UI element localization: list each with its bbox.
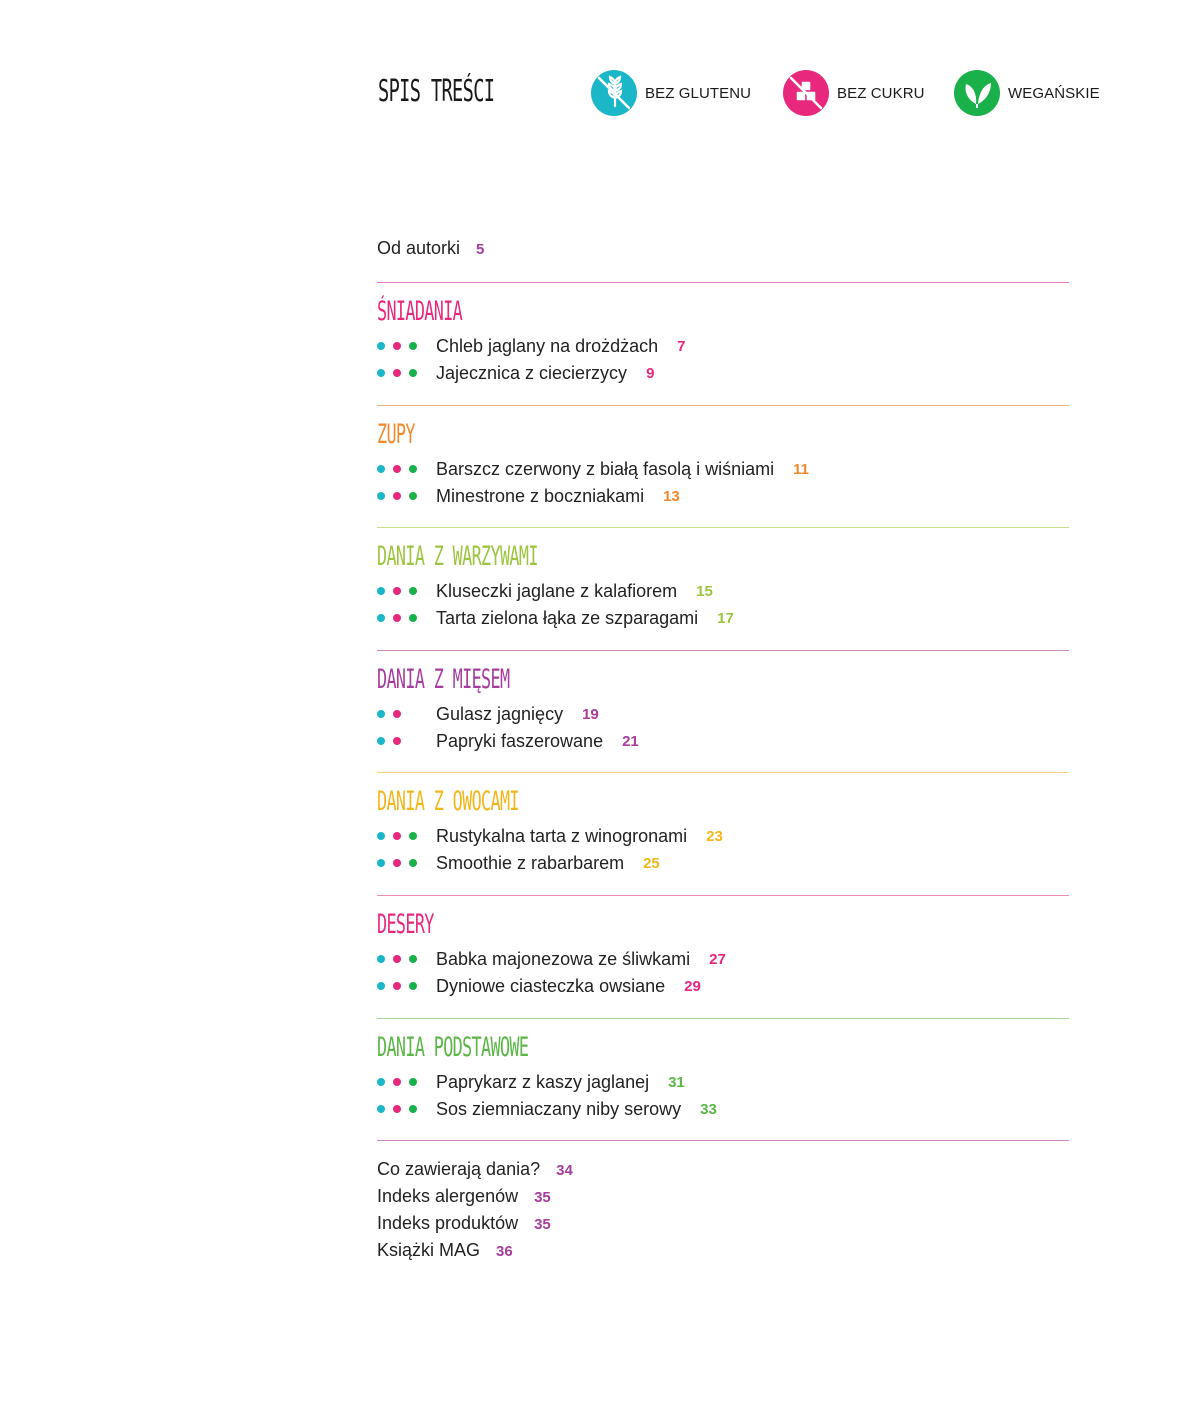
toc-recipe-entry[interactable] [377,975,701,997]
section-divider [377,772,1069,773]
section-title: ŚNIADANIA [377,296,463,327]
sugar-free-dot [393,1105,401,1113]
entry-label: Indeks produktów [377,1213,519,1233]
toc-entry-appendix[interactable] [377,1213,551,1234]
section-divider [377,405,1069,406]
diet-dots [377,859,436,867]
legend-label: WEGAŃSKIE [1008,84,1100,102]
legend-vegan [954,70,1100,116]
legend-label: BEZ CUKRU [837,84,925,102]
entry-label: Indeks alergenów [377,1186,519,1206]
diet-dots [377,710,436,718]
page-number: 31 [668,1073,685,1091]
sugar-free-dot [393,1078,401,1086]
page-number: 9 [646,364,655,382]
toc-entry-appendix[interactable] [377,1159,573,1180]
gluten-free-dot [377,465,385,473]
section-title: DANIA PODSTAWOWE [377,1032,529,1063]
diet-dots [377,1105,436,1113]
page-title: SPIS TREŚCI [378,74,495,109]
gluten-free-dot [377,342,385,350]
section-divider [377,650,1069,651]
entry-label: Co zawierają dania? [377,1159,541,1179]
sugar-free-dot [393,982,401,990]
page-number: 13 [663,487,680,505]
leaf-sprout-icon [954,70,1000,116]
diet-dots [377,1078,436,1086]
vegan-dot [409,369,417,377]
toc-recipe-entry[interactable] [377,703,599,725]
toc-recipe-entry[interactable] [377,852,660,874]
diet-dots [377,587,436,595]
gluten-free-dot [377,710,385,718]
entry-label: Książki MAG [377,1240,481,1260]
gluten-free-dot [377,737,385,745]
gluten-free-dot [377,614,385,622]
legend-gluten-free [591,70,751,116]
page-number: 23 [706,827,723,845]
recipe-name: Paprykarz z kaszy jaglanej [436,1071,650,1092]
section-title: DANIA Z OWOCAMI [377,786,519,817]
sugar-free-dot [393,710,401,718]
page-number: 33 [700,1100,717,1118]
section-divider [377,282,1069,283]
vegan-dot [409,465,417,473]
recipe-name: Babka majonezowa ze śliwkami [436,948,691,969]
entry-label: Od autorki [377,238,461,258]
page-number: 36 [496,1243,513,1260]
sugar-free-dot [393,737,401,745]
vegan-dot [409,587,417,595]
recipe-name: Kluseczki jaglane z kalafiorem [436,580,678,601]
section-title: DANIA Z WARZYWAMI [377,541,538,572]
diet-dots [377,465,436,473]
toc-recipe-entry[interactable] [377,362,654,384]
recipe-name: Tarta zielona łąka ze szparagami [436,607,699,628]
sugar-free-dot [393,955,401,963]
diet-dots [377,832,436,840]
vegan-dot [409,1078,417,1086]
wheat-crossed-icon [591,70,637,116]
diet-dots [377,982,436,990]
toc-entry-appendix[interactable] [377,1186,551,1207]
vegan-dot [409,955,417,963]
toc-entry-intro[interactable] [377,238,484,259]
legend-sugar-free [783,70,925,116]
gluten-free-dot [377,832,385,840]
toc-recipe-entry[interactable] [377,825,723,847]
recipe-name: Dyniowe ciasteczka owsiane [436,975,666,996]
vegan-dot [409,614,417,622]
vegan-dot [409,342,417,350]
diet-dots [377,492,436,500]
recipe-name: Barszcz czerwony z białą fasolą i wiśniami [436,458,775,479]
section-title: DANIA Z MIĘSEM [377,664,510,695]
toc-recipe-entry[interactable] [377,948,726,970]
page-number: 5 [476,241,485,258]
page-number: 34 [556,1162,573,1179]
page-number: 35 [534,1216,551,1233]
diet-dots [377,614,436,622]
section-title: DESERY [377,909,434,940]
section-divider [377,1018,1069,1019]
gluten-free-dot [377,587,385,595]
vegan-dot [409,1105,417,1113]
page-number: 21 [622,732,639,750]
recipe-name: Rustykalna tarta z winogronami [436,825,688,846]
page-number: 15 [696,582,713,600]
sugar-free-dot [393,342,401,350]
page-number: 27 [709,950,726,968]
recipe-name: Chleb jaglany na drożdżach [436,335,659,356]
toc-entry-appendix[interactable] [377,1240,513,1261]
recipe-name: Jajecznica z ciecierzycy [436,362,628,383]
recipe-name: Smoothie z rabarbarem [436,852,625,873]
gluten-free-dot [377,1078,385,1086]
section-title: ZUPY [377,419,415,450]
page-number: 25 [643,854,660,872]
gluten-free-dot [377,955,385,963]
section-divider [377,1140,1069,1141]
diet-dots [377,342,436,350]
sugar-free-dot [393,465,401,473]
sugar-free-dot [393,369,401,377]
sugar-free-dot [393,587,401,595]
sugar-free-dot [393,832,401,840]
toc-recipe-entry[interactable] [377,607,734,629]
sugar-free-dot [393,859,401,867]
sugar-free-dot [393,614,401,622]
recipe-name: Gulasz jagnięcy [436,703,564,724]
page-number: 19 [582,705,599,723]
page-number: 17 [717,609,734,627]
vegan-dot [409,832,417,840]
recipe-name: Minestrone z boczniakami [436,485,645,506]
gluten-free-dot [377,1105,385,1113]
vegan-dot [409,492,417,500]
gluten-free-dot [377,982,385,990]
section-divider [377,895,1069,896]
sugar-cubes-crossed-icon [783,70,829,116]
page-number: 29 [684,977,701,995]
toc-recipe-entry[interactable] [377,335,686,357]
vegan-dot [409,859,417,867]
sugar-free-dot [393,492,401,500]
toc-recipe-entry[interactable] [377,1071,685,1093]
toc-recipe-entry[interactable] [377,485,680,507]
gluten-free-dot [377,369,385,377]
legend-label: BEZ GLUTENU [645,84,752,102]
toc-recipe-entry[interactable] [377,1098,717,1120]
page-number: 7 [677,337,686,355]
recipe-name: Sos ziemniaczany niby serowy [436,1098,682,1119]
toc-recipe-entry[interactable] [377,580,713,602]
page-number: 11 [793,460,809,478]
gluten-free-dot [377,492,385,500]
diet-dots [377,955,436,963]
diet-dots [377,737,436,745]
page-number: 35 [534,1189,551,1206]
diet-dots [377,369,436,377]
toc-recipe-entry[interactable] [377,458,809,480]
vegan-dot [409,982,417,990]
section-divider [377,527,1069,528]
recipe-name: Papryki faszerowane [436,730,604,751]
gluten-free-dot [377,859,385,867]
toc-recipe-entry[interactable] [377,730,639,752]
